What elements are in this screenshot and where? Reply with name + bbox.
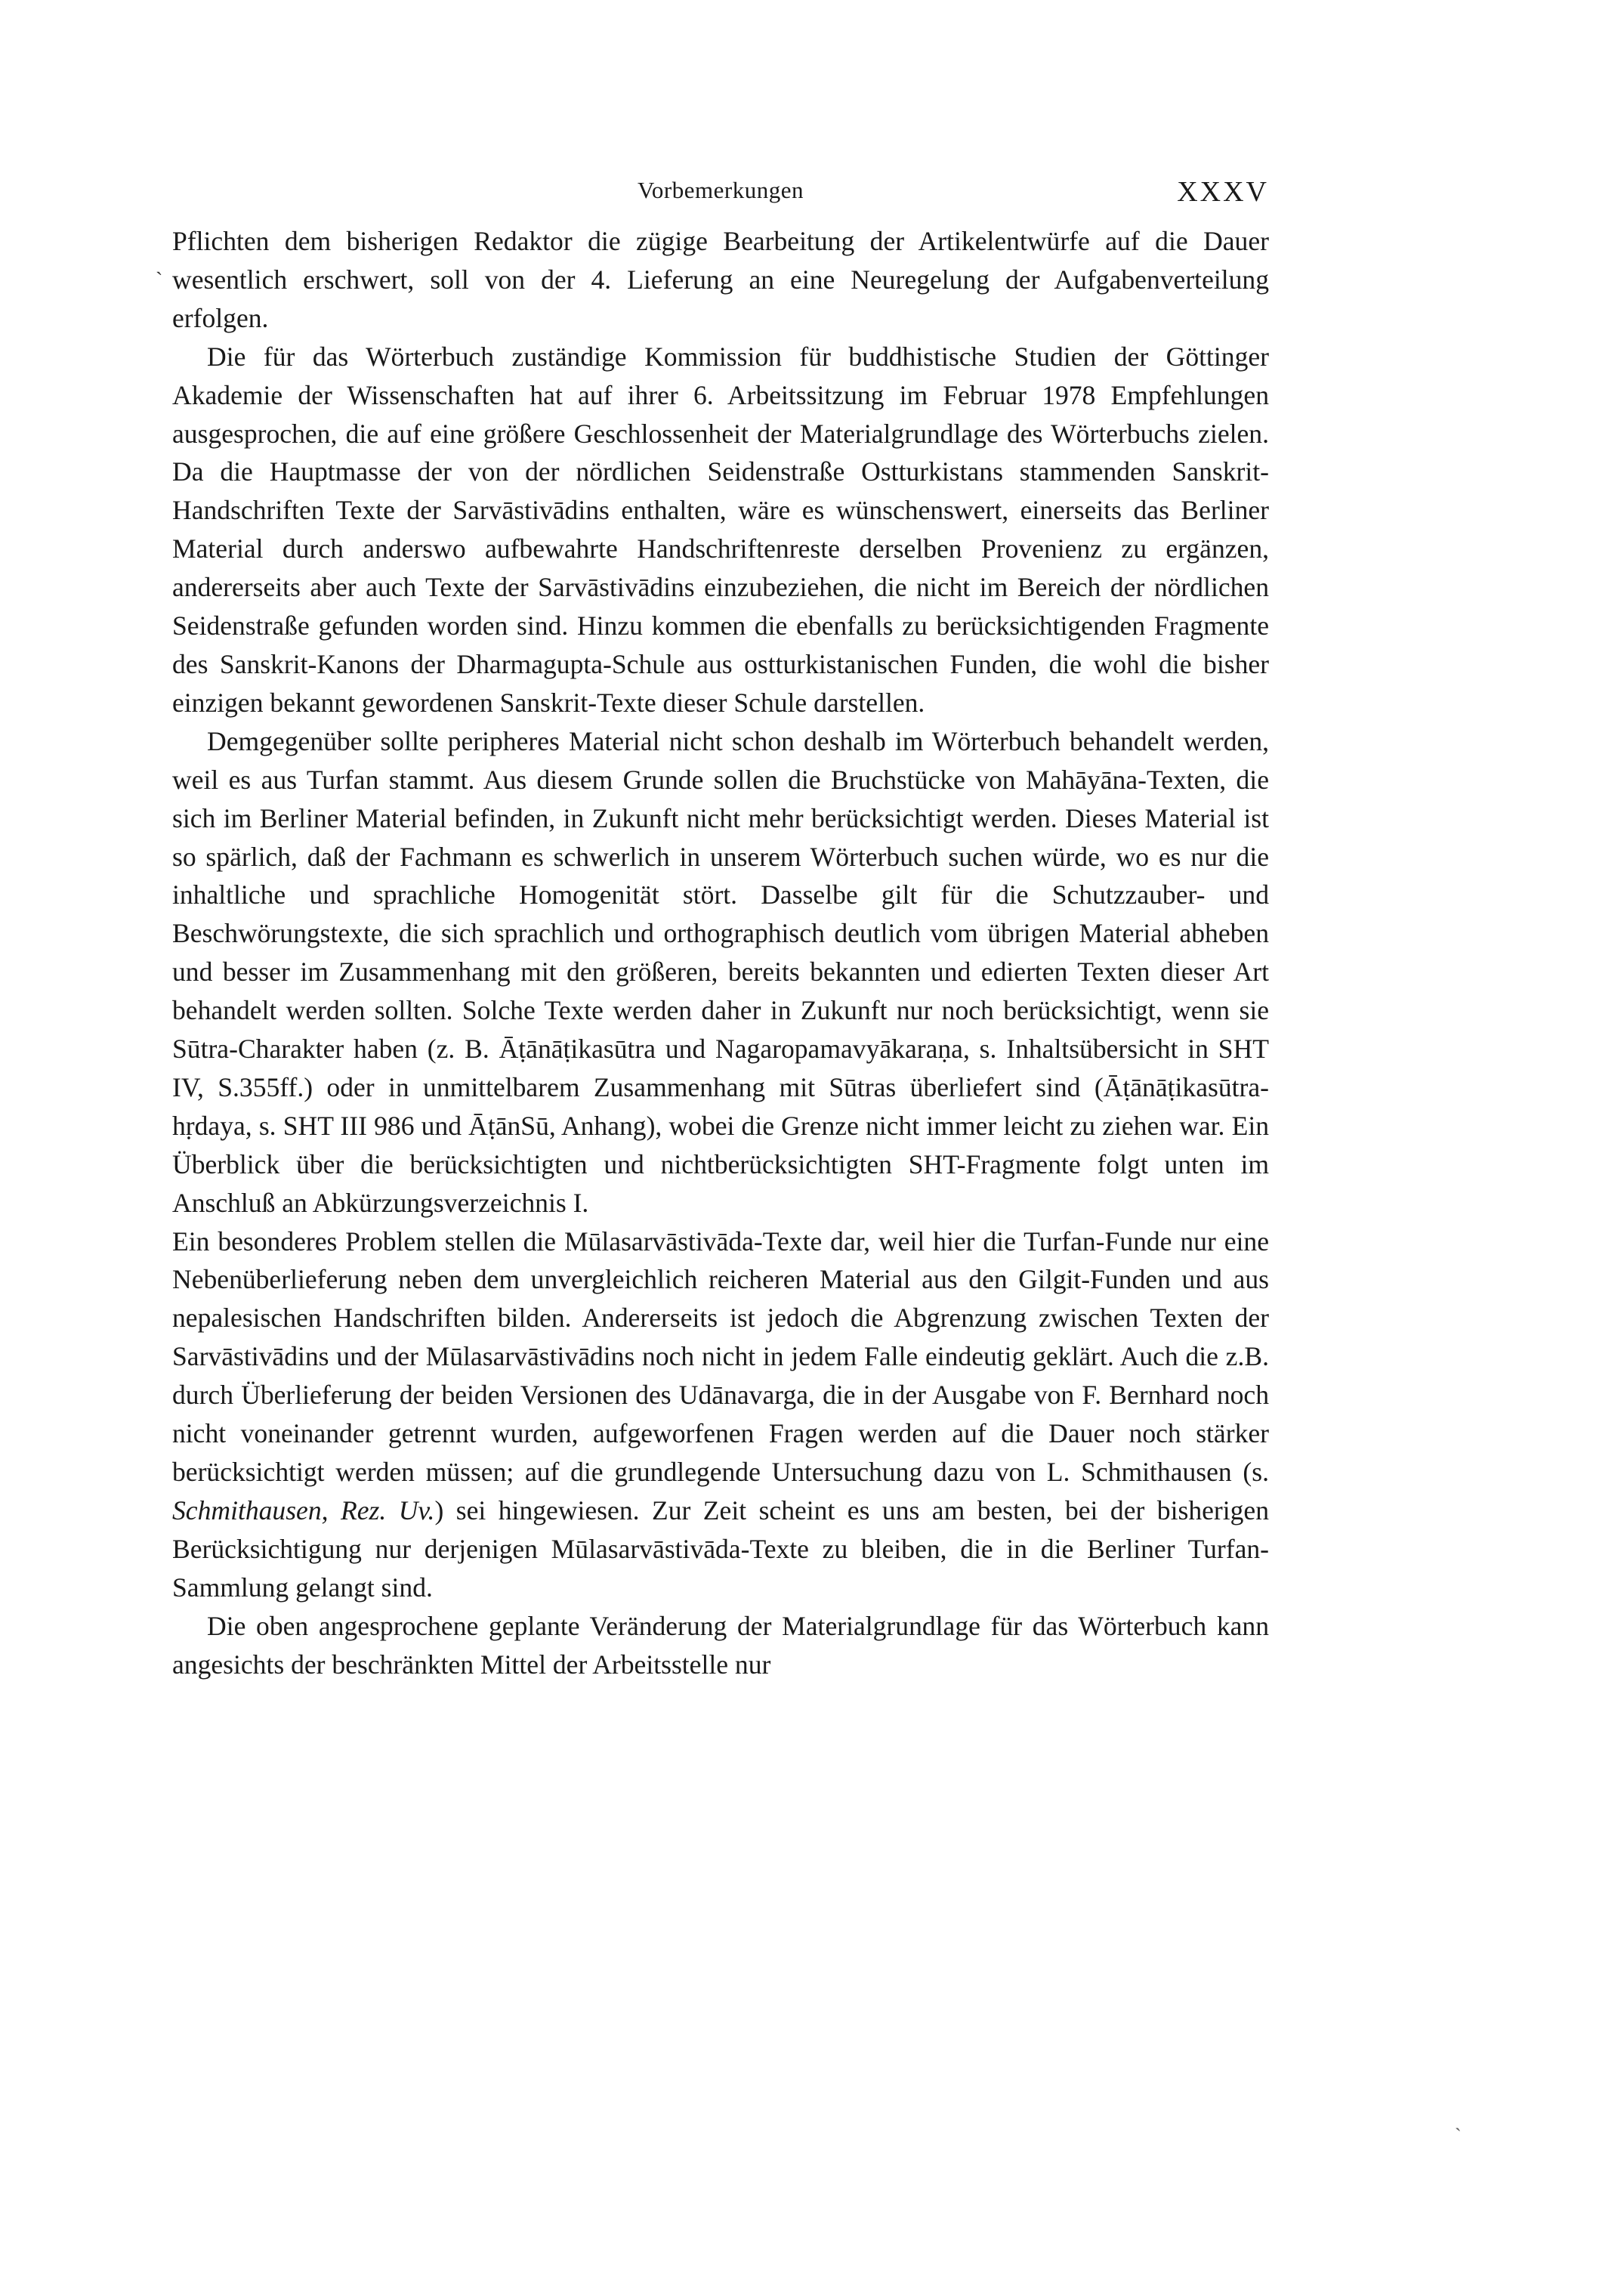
page-content [172,177,1269,1683]
paragraph-4 [172,1222,1269,1607]
margin-tick-mark: ˏ [156,252,163,276]
running-title: Vorbemerkungen [638,177,804,203]
running-header [172,177,1269,222]
paragraph-2: Die für das Wörterbuch zuständige Kommission für buddhistische Studien der Göttinger Akademie der Wissenschaften hat auf ihrer 6. Arbeitssitzung im Februar 1978 Empfehlungen ausgesprochen, die auf eine größere Geschlossenheit der Materialgrundlage des Wörterbuchs zielen. Da die Hauptmasse der von der nördlichen Seidenstraße Ostturkistans stammenden Sanskrit-Handschriften Texte der Sarvāstivādins enthalten, wäre es wünschenswert, einerseits das Berliner Material durch anderswo aufbewahrte Handschriftenreste derselben Provenienz zu ergänzen, andererseits aber auch Texte der Sarvāstivādins einzubeziehen, die nicht im Bereich der nördlichen Seidenstraße gefunden worden sind. Hinzu kommen die ebenfalls zu berücksichtigenden Fragmente des Sanskrit-Kanons der Dharmagupta-Schule aus ostturkistanischen Funden, die wohl die bisher einzigen bekannt gewordenen Sanskrit-Texte dieser Schule darstellen. [172,341,1269,718]
citation-italic: Schmithausen, Rez. Uv. [172,1494,435,1525]
body-text [172,222,1269,1683]
scan-edge-mark: ˎ [1455,2110,1462,2131]
page-number: XXXV [1177,176,1269,208]
paragraph-4-part-2: ) sei hingewiesen. Zur Zeit scheint es uns am besten, bei der bisherigen Berücksichtigung nur derjenigen Mūlasarvāstivāda-Texte zu bleiben, die in die Berliner Turfan-Sammlung gelangt sind. [172,1494,1270,1603]
paragraph-3: Demgegenüber sollte peripheres Material nicht schon deshalb im Wörterbuch behandelt werden, weil es aus Turfan stammt. Aus diesem Grunde sollen die Bruchstücke von Mahāyāna-Texten, die sich im Berliner Material befinden, in Zukunft nicht mehr berücksichtigt werden. Dieses Material ist so spärlich, daß der Fachmann es schwerlich in unserem Wörterbuch suchen würde, wo es nur die inhaltliche und sprachliche Homogenität stört. Dasselbe gilt für die Schutzzauber- und Beschwörungstexte, die sich sprachlich und orthographisch deutlich vom übrigen Material abheben und besser im Zusammenhang mit den größeren, bereits bekannten und edierten Texten dieser Art behandelt werden sollten. Solche Texte werden daher in Zukunft nur noch berücksichtigt, wenn sie Sūtra-Charakter haben (z. B. Āṭānāṭikasūtra und Nagaropamavyākaraṇa, s. Inhaltsübersicht in SHT IV, S.355ff.) oder in unmittelbarem Zusammenhang mit Sūtras überliefert sind (Āṭānāṭikasūtra-hṛdaya, s. SHT III 986 und ĀṭānSū, Anhang), wobei die Grenze nicht immer leicht zu ziehen war. Ein Überblick über die berücksichtigten und nichtberücksichtigten SHT-Fragmente folgt unten im Anschluß an Abkürzungsverzeichnis I. [172,725,1269,1218]
paragraph-5: Die oben angesprochene geplante Veränderung der Materialgrundlage für das Wörterbuch kann angesichts der beschränkten Mittel der Arbeitsstelle nur [172,1610,1269,1680]
paragraph-4-part-1: Ein besonderes Problem stellen die Mūlasarvāstivāda-Texte dar, weil hier die Turfan-Funde nur eine Nebenüberlieferung neben dem unvergleichlich reicheren Material aus den Gilgit-Funden und aus nepalesischen Handschriften bilden. Andererseits ist jedoch die Abgrenzung zwischen Texten der Sarvāstivādins und der Mūlasarvāstivādins noch nicht in jedem Falle eindeutig geklärt. Auch die z.B. durch Überlieferung der beiden Versionen des Udānavarga, die in der Ausgabe von F. Bernhard noch nicht voneinander getrennt wurden, aufgeworfenen Fragen werden auf die Dauer noch stärker berücksichtigt werden müssen; auf die grundlegende Untersuchung dazu von L. Schmithausen (s. [172,1226,1269,1487]
paragraph-1: Pflichten dem bisherigen Redaktor die zügige Bearbeitung der Artikelentwürfe auf die Dauer wesentlich erschwert, soll von der 4. Lieferung an eine Neuregelung der Aufgabenverteilung erfolgen. [172,226,1269,333]
